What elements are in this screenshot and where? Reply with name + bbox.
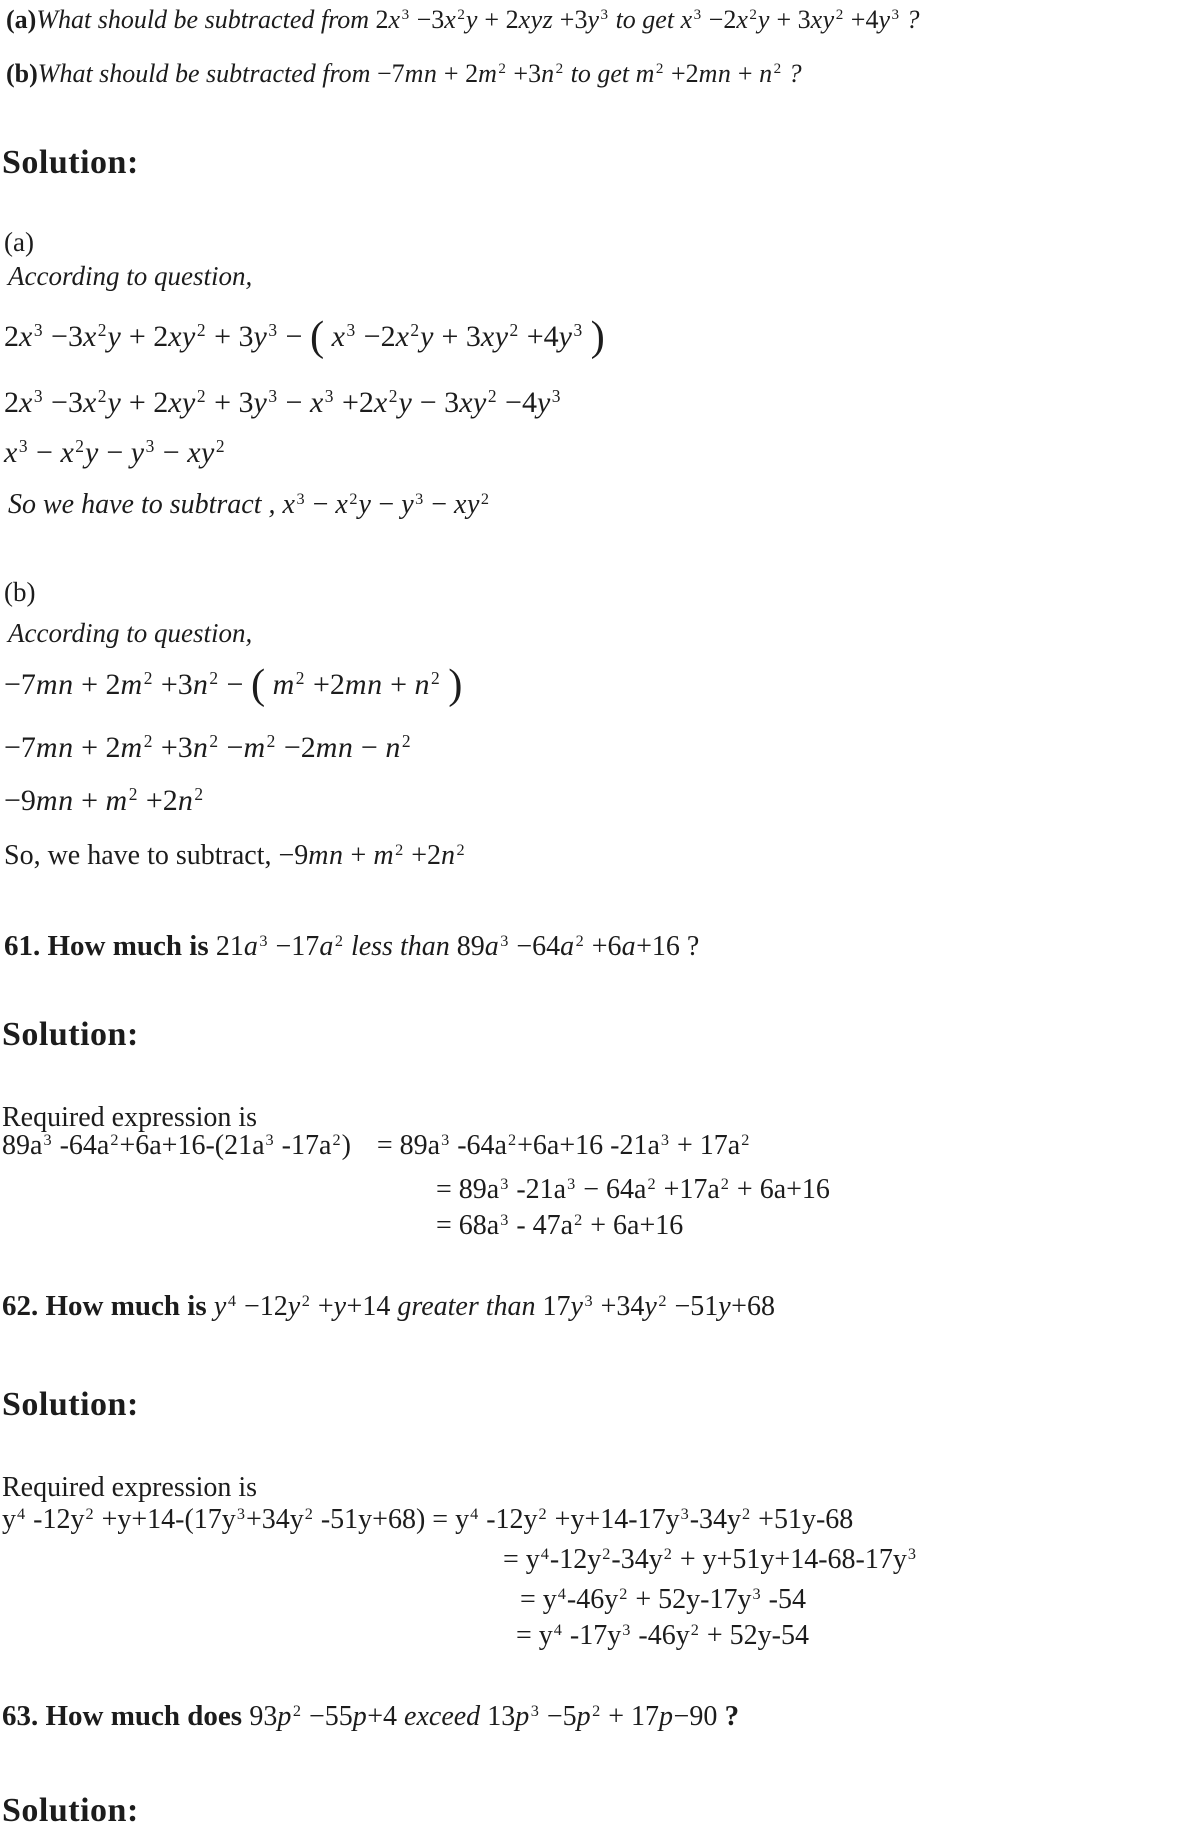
text-run: = $89a^3$ $-21a^3 - 64a^2 +17a^2 + 6a+16$ — [436, 1174, 830, 1205]
text-run: $-9mn + m^2 +2n^2$ — [4, 783, 204, 817]
line-q62 — [2, 1288, 775, 1324]
text-run: $x^3 -2x^2y + 3xy^2 +4y^3$ — [331, 319, 583, 353]
text-run: What should be subtracted from — [36, 5, 376, 34]
text-run: $2x^3 -3x^2y + 2xy^2 + 3y^3$ − — [4, 319, 310, 353]
text-run: $89a^3 -64a^2 +6a+16$ — [456, 931, 680, 962]
text-run: $2x^3 -3x^2y + 2xyz +3y^3$ — [375, 5, 609, 34]
text-run: $y^4$ $-12y^2 +y+14-(17y^3+34y^2$ $-51y+68) = y^4$ $-12y^2 +y+14-17y^3-34y^2 +51y-68$ — [2, 1504, 854, 1535]
line-eb2 — [4, 729, 412, 767]
text-run: $y^4 -12y^2 +y+14$ — [213, 1291, 398, 1322]
text-run: 63. How much does — [2, 1700, 250, 1732]
text-run: $x^3 - x^2y - y^3 - xy^2$ — [282, 489, 490, 520]
text-run: = $68a^3 - 47a^2 + 6a+16$ — [436, 1210, 684, 1241]
text-run: So we have to subtract , — [8, 489, 283, 520]
line-e62d — [516, 1618, 809, 1653]
text-run: to get — [615, 5, 681, 34]
text-run: $m^2 +2mn + n^2$ — [272, 667, 440, 701]
line-acc2 — [8, 617, 252, 651]
text-run: So, we have to subtract, — [4, 840, 279, 871]
text-run: Required expression is — [2, 1472, 258, 1503]
line-eb1 — [4, 661, 463, 708]
line-sol4 — [2, 1790, 139, 1828]
text-run: (b) — [4, 577, 36, 607]
text-run: $17y^3 +34y^2 -51y+68$ — [542, 1291, 775, 1322]
text-run: $2x^3 -3x^2y + 2xy^2 + 3y^3 - x^3 +2x^2y - 3xy^2 -4y^3$ — [4, 385, 561, 419]
line-pa — [4, 226, 34, 260]
line-sub1 — [8, 487, 490, 522]
big-paren: ) — [590, 313, 605, 360]
line-e61a — [2, 1128, 750, 1163]
text-run: $93p^2 -55p+4$ — [249, 1701, 405, 1732]
line-e61c — [436, 1208, 683, 1243]
line-qa — [6, 4, 920, 37]
line-e62b — [503, 1542, 917, 1577]
text-run: = $89a^3$ $-64a^2+6a+16$ $-21a^3 + 17a^2$ — [376, 1130, 750, 1161]
line-ea2 — [4, 384, 561, 422]
text-run: (b) — [6, 59, 38, 88]
big-paren: ( — [250, 661, 266, 708]
line-sol1 — [2, 142, 139, 185]
text-run: Solution: — [2, 1386, 139, 1423]
line-sol2 — [2, 1014, 139, 1057]
text-run: $13p^3 -5p^2 + 17p-90$ — [487, 1701, 718, 1732]
text-run: $x^3 - x^2y - y^3 - xy^2$ — [4, 435, 225, 469]
text-run: less than — [350, 931, 457, 962]
text-run: ? — [906, 5, 920, 34]
text-run: 62. How much is — [2, 1290, 214, 1322]
text-run: Solution: — [2, 1792, 139, 1828]
text-run: = $y^4$ $-17y^3$ $-46y^2 + 52y-54$ — [516, 1620, 809, 1651]
line-qb — [6, 58, 802, 91]
text-run: to get — [570, 59, 636, 88]
text-run: According to question, — [8, 618, 253, 648]
text-run: $21a^3 -17a^2$ — [215, 931, 343, 962]
line-ea1 — [4, 313, 605, 360]
text-run: 61. How much is — [4, 930, 216, 962]
text-run: According to question, — [8, 261, 253, 291]
text-run: Solution: — [2, 144, 139, 181]
text-run: exceed — [404, 1701, 488, 1732]
line-req2 — [2, 1470, 257, 1505]
text-run: Required expression is — [2, 1102, 258, 1133]
text-run: $-7mn + 2m^2 +3n^2$ − — [4, 667, 251, 701]
text-run: ? — [717, 1700, 740, 1732]
text-run: $89a^3$ $-64a^2+6a+16-(21a^3$ $-17a^2$) — [2, 1130, 351, 1161]
line-sol3 — [2, 1384, 139, 1427]
text-run: What should be subtracted from — [37, 59, 377, 88]
line-e62a — [2, 1502, 853, 1537]
text-run: $-9mn + m^2 +2n^2$ — [278, 840, 465, 871]
line-sub2 — [4, 838, 466, 873]
line-acc1 — [8, 260, 252, 294]
line-eb3 — [4, 782, 204, 820]
line-q63 — [2, 1698, 739, 1734]
text-run: ? — [679, 931, 700, 962]
text-run: Solution: — [2, 1016, 139, 1053]
text-run: (a) — [4, 227, 34, 257]
text-run: = $y^4-46y^2 + 52y-17y^3$ -54 — [520, 1584, 806, 1615]
text-run: ? — [788, 59, 802, 88]
text-run: greater than — [397, 1291, 543, 1322]
text-run: (a) — [6, 5, 37, 34]
text-run: $-7mn + 2m^2 +3n^2$ — [376, 59, 564, 88]
text-run: $x^3 -2x^2y + 3xy^2 +4y^3$ — [680, 5, 900, 34]
text-run: = $y^4-12y^2-34y^2 + y+51y+14-68-17y^3$ — [503, 1544, 916, 1575]
text-run: $m^2 +2mn + n^2$ — [635, 59, 782, 88]
line-q61 — [4, 928, 699, 964]
line-pb — [4, 576, 35, 610]
big-paren: ( — [309, 313, 325, 360]
big-paren: ) — [448, 661, 463, 708]
line-ea3 — [4, 434, 226, 472]
line-e62c — [520, 1582, 806, 1617]
text-run: $-7mn + 2m^2 +3n^2 -m^2 -2mn - n^2$ — [4, 730, 411, 764]
line-e61b — [436, 1172, 830, 1207]
